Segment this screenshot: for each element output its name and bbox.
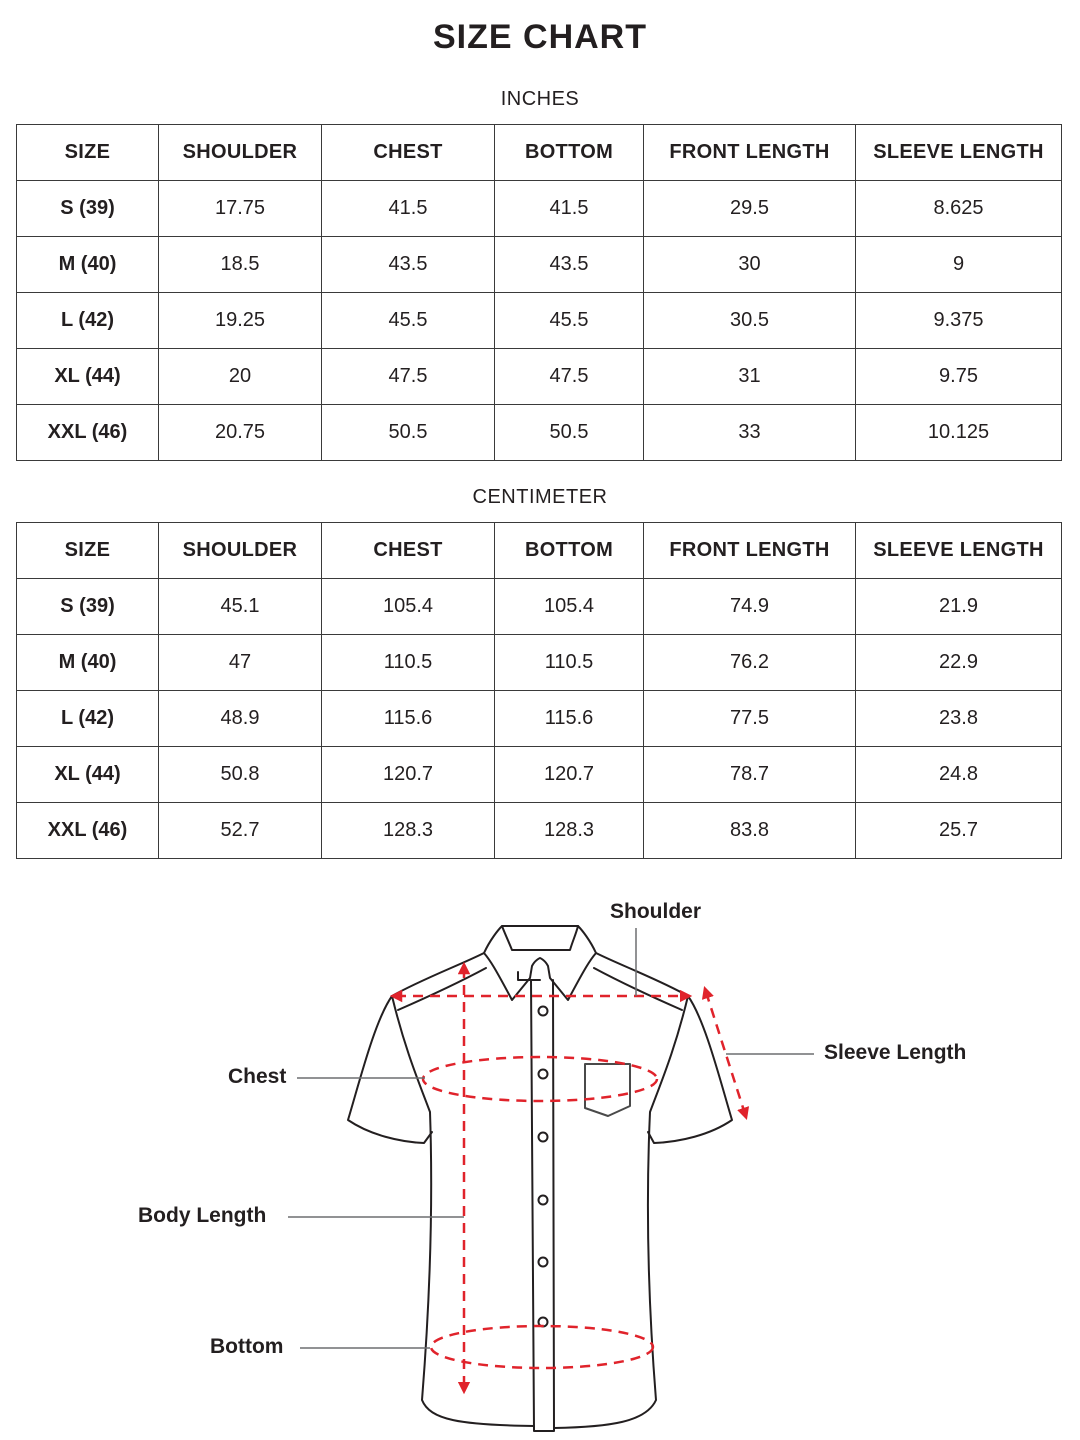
front-length-cell: 33: [644, 405, 856, 461]
table-row: [17, 803, 1062, 859]
bottom-cell: 50.5: [495, 405, 644, 461]
body-length-label: Body Length: [138, 1204, 267, 1227]
sleeve-length-cell: 21.9: [856, 579, 1062, 635]
shoulder-cell: 52.7: [159, 803, 322, 859]
bottom-cell: 43.5: [495, 237, 644, 293]
chest-cell: 43.5: [322, 237, 495, 293]
front-length-cell: 31: [644, 349, 856, 405]
bottom-label: Bottom: [210, 1335, 284, 1358]
shoulder-cell: 20.75: [159, 405, 322, 461]
shoulder-cell: 20: [159, 349, 322, 405]
table-header-row: [17, 125, 1062, 181]
chest-cell: 45.5: [322, 293, 495, 349]
inches-table: [16, 124, 1062, 461]
sleeve-length-cell: 8.625: [856, 181, 1062, 237]
leader-lines: [288, 928, 814, 1348]
sleeve-length-cell: 9.375: [856, 293, 1062, 349]
col-header-front-length: FRONT LENGTH: [644, 523, 856, 579]
front-length-cell: 77.5: [644, 691, 856, 747]
col-header-bottom: BOTTOM: [495, 523, 644, 579]
chest-label: Chest: [228, 1065, 287, 1088]
sleeve-length-cell: 9.75: [856, 349, 1062, 405]
table-row: [17, 579, 1062, 635]
col-header-chest: CHEST: [322, 125, 495, 181]
shoulder-cell: 45.1: [159, 579, 322, 635]
col-header-size: SIZE: [17, 125, 159, 181]
col-header-front-length: FRONT LENGTH: [644, 125, 856, 181]
chest-cell: 110.5: [322, 635, 495, 691]
col-header-chest: CHEST: [322, 523, 495, 579]
size-cell: XXL (46): [17, 803, 159, 859]
sleeve-length-cell: 25.7: [856, 803, 1062, 859]
size-cell: S (39): [17, 181, 159, 237]
sleeve-length-cell: 9: [856, 237, 1062, 293]
table-row: [17, 405, 1062, 461]
col-header-sleeve-length: SLEEVE LENGTH: [856, 523, 1062, 579]
table-row: [17, 747, 1062, 803]
col-header-bottom: BOTTOM: [495, 125, 644, 181]
front-length-cell: 29.5: [644, 181, 856, 237]
table-row: [17, 293, 1062, 349]
shoulder-cell: 50.8: [159, 747, 322, 803]
shirt-icon: [0, 880, 1080, 1440]
shoulder-cell: 17.75: [159, 181, 322, 237]
front-length-cell: 76.2: [644, 635, 856, 691]
col-header-sleeve-length: SLEEVE LENGTH: [856, 125, 1062, 181]
button-icons: [539, 1007, 548, 1327]
size-cell: XL (44): [17, 349, 159, 405]
bottom-cell: 41.5: [495, 181, 644, 237]
bottom-cell: 115.6: [495, 691, 644, 747]
size-cell: XXL (46): [17, 405, 159, 461]
chest-cell: 47.5: [322, 349, 495, 405]
chest-cell: 105.4: [322, 579, 495, 635]
sleeve-length-cell: 24.8: [856, 747, 1062, 803]
col-header-shoulder: SHOULDER: [159, 523, 322, 579]
bottom-cell: 47.5: [495, 349, 644, 405]
col-header-size: SIZE: [17, 523, 159, 579]
table-row: [17, 691, 1062, 747]
shoulder-cell: 48.9: [159, 691, 322, 747]
sleeve-length-cell: 10.125: [856, 405, 1062, 461]
size-cell: M (40): [17, 237, 159, 293]
shoulder-label: Shoulder: [610, 900, 702, 923]
table-row: [17, 237, 1062, 293]
front-length-cell: 83.8: [644, 803, 856, 859]
col-header-shoulder: SHOULDER: [159, 125, 322, 181]
centimeter-table: [16, 522, 1062, 859]
chest-cell: 41.5: [322, 181, 495, 237]
sleeve-length-cell: 22.9: [856, 635, 1062, 691]
size-cell: XL (44): [17, 747, 159, 803]
chest-cell: 50.5: [322, 405, 495, 461]
front-length-cell: 30.5: [644, 293, 856, 349]
page-title: SIZE CHART: [433, 18, 647, 56]
sleeve-length-cell: 23.8: [856, 691, 1062, 747]
table-header-row: [17, 523, 1062, 579]
centimeter-label: CENTIMETER: [472, 486, 608, 508]
size-cell: L (42): [17, 691, 159, 747]
front-length-cell: 78.7: [644, 747, 856, 803]
chest-cell: 120.7: [322, 747, 495, 803]
shoulder-cell: 19.25: [159, 293, 322, 349]
bottom-cell: 128.3: [495, 803, 644, 859]
bottom-cell: 105.4: [495, 579, 644, 635]
size-cell: M (40): [17, 635, 159, 691]
inches-label: INCHES: [500, 88, 580, 110]
bottom-cell: 45.5: [495, 293, 644, 349]
bottom-cell: 110.5: [495, 635, 644, 691]
front-length-cell: 30: [644, 237, 856, 293]
chest-cell: 115.6: [322, 691, 495, 747]
bottom-cell: 120.7: [495, 747, 644, 803]
shoulder-cell: 18.5: [159, 237, 322, 293]
front-length-cell: 74.9: [644, 579, 856, 635]
table-row: [17, 635, 1062, 691]
chest-cell: 128.3: [322, 803, 495, 859]
shirt-measurement-diagram: [0, 880, 1080, 1440]
table-row: [17, 349, 1062, 405]
shoulder-cell: 47: [159, 635, 322, 691]
size-cell: S (39): [17, 579, 159, 635]
sleeve-length-label: Sleeve Length: [824, 1041, 967, 1064]
size-cell: L (42): [17, 293, 159, 349]
table-row: [17, 181, 1062, 237]
